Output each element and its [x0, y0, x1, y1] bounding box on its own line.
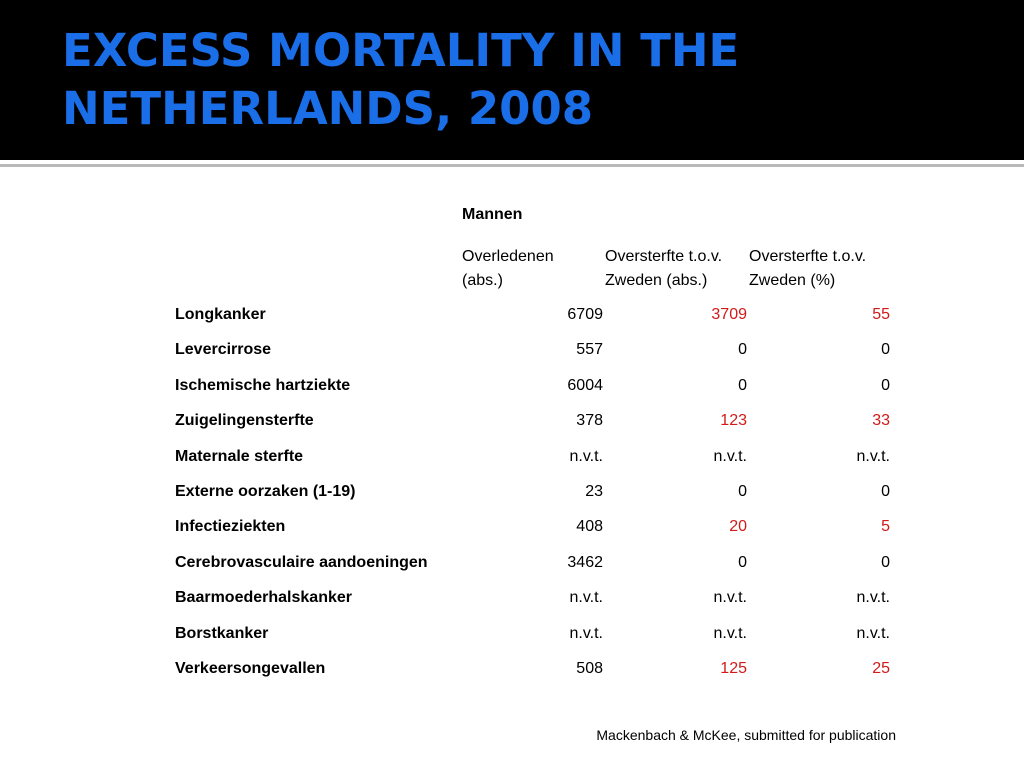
column-header-line: Oversterfte t.o.v.: [605, 248, 723, 265]
title-line-1: EXCESS MORTALITY IN THE: [62, 24, 740, 77]
cell-excess-pct: 0: [881, 482, 890, 500]
cell-excess-abs: n.v.t.: [713, 589, 747, 607]
cell-deaths: 6004: [567, 376, 603, 394]
cell-excess-pct: 33: [872, 412, 890, 430]
table-body: [175, 303, 895, 692]
cell-deaths: 23: [585, 482, 603, 500]
cell-excess-abs: 0: [738, 553, 747, 571]
cell-deaths: n.v.t.: [569, 447, 603, 465]
table-row: [175, 374, 895, 409]
cell-excess-pct: n.v.t.: [856, 447, 890, 465]
column-header-line: Oversterfte t.o.v.: [749, 248, 867, 265]
cell-excess-pct: 55: [872, 306, 890, 323]
cell-excess-abs: 3709: [711, 306, 747, 323]
cell-excess-pct: 0: [881, 376, 890, 394]
cell-excess-pct: n.v.t.: [856, 589, 890, 607]
cell-excess-pct: 0: [881, 553, 890, 571]
table-row: [175, 338, 895, 373]
cell-deaths: 378: [576, 412, 603, 430]
row-label: Baarmoederhalskanker: [175, 589, 352, 607]
table-row: [175, 480, 895, 515]
cell-excess-abs: 0: [738, 482, 747, 500]
group-label-mannen: Mannen: [462, 206, 523, 223]
title-line-2: NETHERLANDS, 2008: [62, 82, 594, 135]
column-header-line: (abs.): [462, 272, 503, 289]
column-header-excess-abs: [605, 245, 722, 293]
cell-deaths: 408: [576, 518, 603, 536]
row-label: Infectieziekten: [175, 518, 286, 536]
cell-excess-abs: 0: [738, 376, 747, 394]
table-row: [175, 622, 895, 657]
cell-excess-abs: n.v.t.: [713, 447, 747, 465]
cell-excess-abs: n.v.t.: [713, 624, 747, 642]
source-citation: Mackenbach & McKee, submitted for publication: [596, 727, 896, 743]
column-header-line: Zweden (%): [749, 272, 836, 289]
table-row: [175, 445, 895, 480]
table-row: [175, 551, 895, 586]
cell-excess-abs: 20: [729, 518, 747, 536]
table-row: [175, 409, 895, 444]
cell-excess-pct: 25: [872, 659, 890, 677]
cell-excess-pct: 5: [881, 518, 890, 536]
table-row: [175, 586, 895, 621]
column-header-excess-pct: [749, 245, 866, 293]
column-header-line: Zweden (abs.): [605, 272, 708, 289]
cell-excess-abs: 123: [720, 412, 747, 430]
cell-deaths: n.v.t.: [569, 589, 603, 607]
cell-deaths: 557: [576, 341, 603, 359]
cell-excess-abs: 0: [738, 341, 747, 359]
table-row: [175, 515, 895, 550]
column-header-line: Overledenen: [462, 248, 554, 265]
header-divider-gray: [0, 164, 1024, 167]
cell-excess-pct: 0: [881, 341, 890, 359]
cell-deaths: 508: [576, 659, 603, 677]
column-header-deaths: [462, 245, 554, 293]
row-label: Longkanker: [175, 306, 266, 323]
row-label: Levercirrose: [175, 341, 272, 359]
header-divider-white: [0, 160, 1024, 163]
table-row: [175, 303, 895, 338]
cell-deaths: n.v.t.: [569, 624, 603, 642]
row-label: Maternale sterfte: [175, 447, 304, 465]
row-label: Zuigelingensterfte: [175, 412, 314, 430]
row-label: Borstkanker: [175, 624, 269, 642]
row-label: Cerebrovasculaire aandoeningen: [175, 553, 428, 571]
row-label: Verkeersongevallen: [175, 659, 326, 677]
table-row: [175, 657, 895, 692]
row-label: Ischemische hartziekte: [175, 376, 351, 394]
cell-deaths: 6709: [567, 306, 603, 323]
row-label: Externe oorzaken (1-19): [175, 482, 356, 500]
cell-excess-pct: n.v.t.: [856, 624, 890, 642]
cell-deaths: 3462: [567, 553, 603, 571]
cell-excess-abs: 125: [720, 659, 747, 677]
slide-title: [62, 22, 739, 138]
slide-header: [0, 0, 1024, 160]
